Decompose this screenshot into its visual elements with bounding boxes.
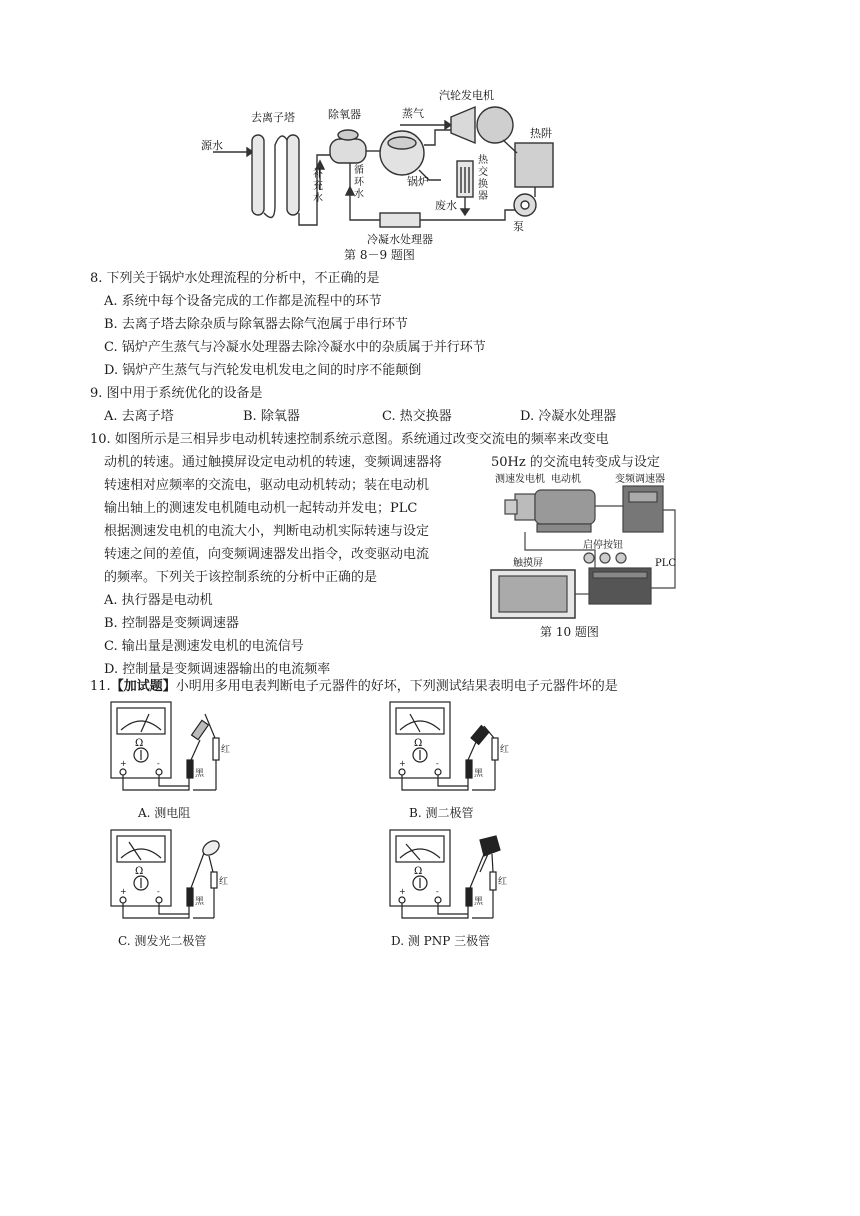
svg-text:Ω: Ω [135, 738, 144, 749]
q10-body-4: 转速之间的差值，向变频调速器发出指令，改变驱动电流 [104, 547, 430, 562]
q10-line1: 10. 如图所示是三相异步电动机转速控制系统示意图。系统通过改变交流电的频率来改变电 [90, 432, 609, 447]
q10-line2b: 50Hz 的交流电转变成与设定 [491, 455, 660, 470]
svg-text:触摸屏: 触摸屏 [513, 558, 543, 569]
svg-text:器: 器 [478, 191, 488, 202]
q10-body-2: 输出轴上的测速发电机随电动机一起转动并发电；PLC [104, 501, 418, 516]
svg-text:换: 换 [478, 179, 488, 190]
q9-option-a: A. 去离子塔 [104, 409, 174, 424]
q11-caption-b: B. 测二极管 [409, 806, 474, 820]
waste-water-label: 废水 [435, 199, 457, 212]
raw-water-label: 源水 [201, 139, 223, 152]
svg-text:交: 交 [478, 167, 488, 178]
q10-option-b: B. 控制器是变频调速器 [104, 616, 239, 631]
q8-stem: 8. 下列关于锅炉水处理流程的分析中，不正确的是 [90, 271, 380, 286]
q8-option-c: C. 锅炉产生蒸气与冷凝水处理器去除冷凝水中的杂质属于并行环节 [104, 340, 486, 355]
svg-text:-: - [436, 759, 439, 768]
q9-option-c: C. 热交换器 [382, 409, 452, 424]
svg-text:变频调速器: 变频调速器 [615, 474, 665, 485]
boiler-label: 锅炉 [407, 175, 429, 188]
q10-option-d: D. 控制量是变频调速器输出的电流频率 [104, 662, 331, 677]
svg-text:红: 红 [221, 745, 231, 755]
svg-text:+: + [399, 887, 406, 896]
q9-option-d: D. 冷凝水处理器 [520, 409, 617, 424]
q8-option-a: A. 系统中每个设备完成的工作都是流程中的环节 [104, 294, 382, 309]
svg-text:PLC: PLC [655, 558, 677, 569]
svg-text:红: 红 [219, 877, 229, 887]
multimeter-b [384, 700, 514, 795]
svg-text:循: 循 [354, 165, 364, 176]
q9-option-b: B. 除氧器 [243, 409, 300, 424]
q11-tag: 【加试题】 [110, 679, 176, 694]
motor-speed-control-diagram [485, 470, 685, 620]
q11-stem: 11.【加试题】小明用多用电表判断电子元器件的好坏，下列测试结果表明电子元器件坏的是 [90, 679, 618, 694]
svg-text:黑: 黑 [195, 897, 205, 907]
pump-label: 泵 [513, 220, 524, 233]
svg-text:启停按钮: 启停按钮 [583, 540, 623, 551]
svg-text:环: 环 [354, 177, 364, 188]
q11-caption-d: D. 测 PNP 三极管 [391, 934, 491, 948]
condensate-label: 冷凝水处理器 [367, 233, 433, 245]
q10-body-3: 根据测速发电机的电流大小，判断电动机实际转速与设定 [104, 524, 430, 539]
deaerator-label: 除氧器 [328, 108, 361, 121]
svg-text:Ω: Ω [414, 866, 423, 877]
svg-text:-: - [157, 759, 160, 768]
q10-option-c: C. 输出量是测速发电机的电流信号 [104, 639, 304, 654]
svg-text:-: - [157, 887, 160, 896]
q11-caption-a: A. 测电阻 [138, 806, 191, 820]
q8-option-b: B. 去离子塔去除杂质与除氧器去除气泡属于串行环节 [104, 317, 408, 332]
multimeter-d [384, 828, 514, 923]
multimeter-c [105, 828, 235, 923]
svg-text:热: 热 [478, 155, 488, 166]
svg-text:+: + [120, 887, 127, 896]
svg-text:红: 红 [498, 877, 508, 887]
fig89-caption: 第 8－9 题图 [344, 248, 415, 262]
svg-text:红: 红 [500, 745, 510, 755]
turbine-label: 汽轮发电机 [439, 89, 494, 102]
boiler-water-treatment-diagram [195, 85, 575, 245]
svg-text:Ω: Ω [414, 738, 423, 749]
svg-text:水: 水 [313, 193, 323, 204]
q10-line2a: 动机的转速。通过触摸屏设定电动机的转速，变频调速器将 [104, 455, 443, 470]
q8-option-d: D. 锅炉产生蒸气与汽轮发电机发电之间的时序不能颠倒 [104, 363, 422, 378]
q11-stem-text: 小明用多用电表判断电子元器件的好坏，下列测试结果表明电子元器件坏的是 [175, 679, 618, 694]
steam-label: 蒸气 [402, 107, 424, 120]
deionizer-label: 去离子塔 [251, 111, 295, 124]
svg-text:充: 充 [313, 181, 323, 192]
svg-text:黑: 黑 [474, 897, 484, 907]
q9-stem: 9. 图中用于系统优化的设备是 [90, 386, 263, 401]
q10-option-a: A. 执行器是电动机 [104, 593, 213, 608]
hotwell-label: 热阱 [530, 127, 552, 140]
svg-text:测速发电机: 测速发电机 [495, 474, 545, 485]
svg-text:Ω: Ω [135, 866, 144, 877]
svg-text:黑: 黑 [195, 769, 205, 779]
svg-text:-: - [436, 887, 439, 896]
svg-text:黑: 黑 [474, 769, 484, 779]
svg-text:+: + [399, 759, 406, 768]
fig10-caption: 第 10 题图 [540, 625, 599, 639]
svg-text:水: 水 [354, 189, 364, 200]
q11-caption-c: C. 测发光二极管 [118, 934, 207, 948]
q10-body-5: 的频率。下列关于该控制系统的分析中正确的是 [104, 570, 378, 585]
svg-text:电动机: 电动机 [551, 474, 581, 485]
multimeter-a [105, 700, 235, 795]
svg-text:补: 补 [313, 169, 323, 180]
svg-text:+: + [120, 759, 127, 768]
q10-body-1: 转速相对应频率的交流电，驱动电动机转动；装在电动机 [104, 478, 430, 493]
